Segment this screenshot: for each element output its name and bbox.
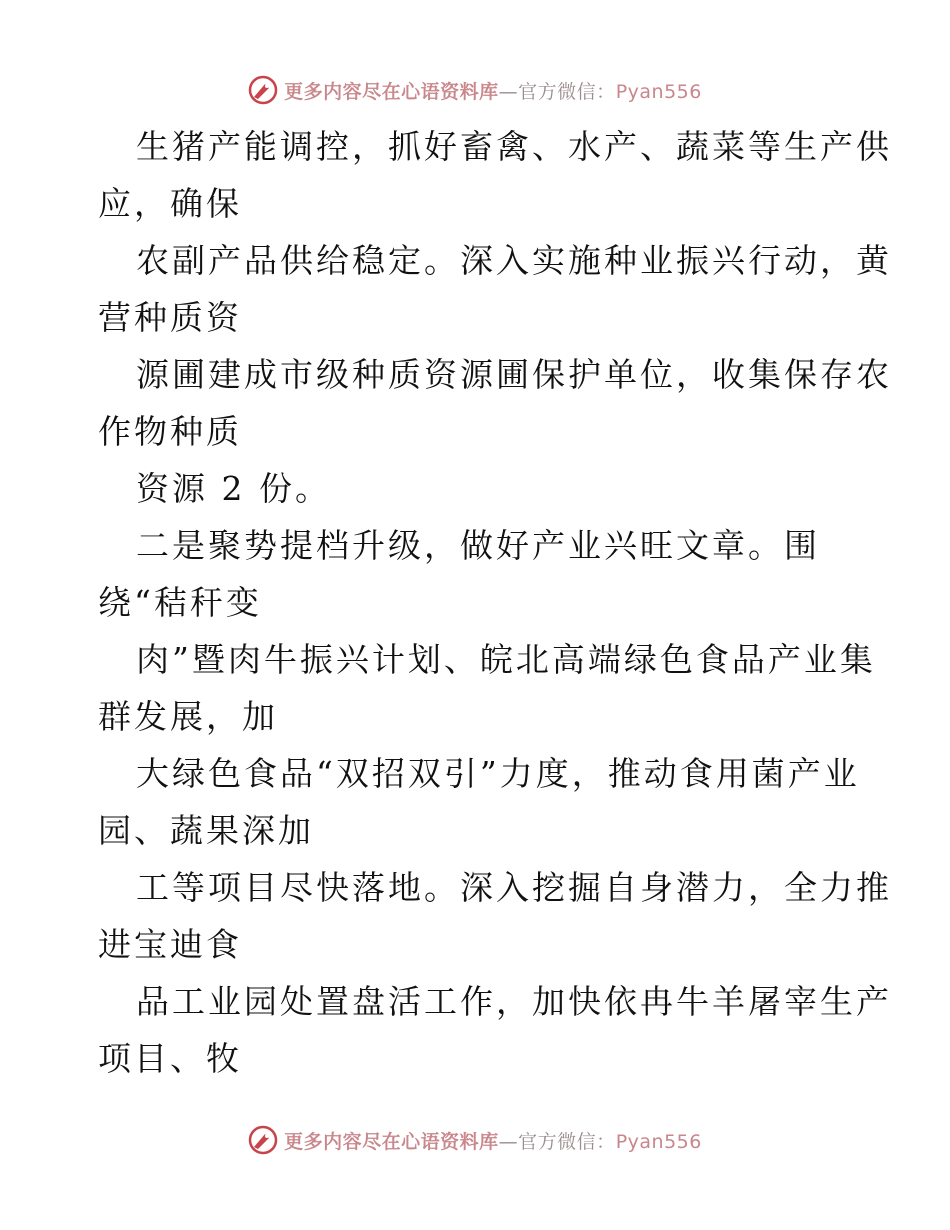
text-line: 项目、牧 xyxy=(98,1039,242,1078)
text-line: 进宝迪食 xyxy=(98,925,242,964)
document-body xyxy=(98,118,892,1087)
text-line: 营种质资 xyxy=(98,298,242,337)
text-line: 绕“秸秆变 xyxy=(98,583,262,622)
header-text xyxy=(284,77,702,104)
text-line: 大绿色食品“双招双引”力度，推动食用菌产业 xyxy=(136,754,860,793)
text-line: 品工业园处置盘活工作，加快依冉牛羊屠宰生产 xyxy=(136,982,892,1021)
footer-text-official: 官方微信： xyxy=(518,1130,616,1153)
text-line: 生猪产能调控，抓好畜禽、水产、蔬菜等生产供 xyxy=(136,127,892,166)
header-text-official: 官方微信： xyxy=(518,80,616,103)
pen-nib-logo-icon xyxy=(248,75,278,105)
footer-text-id: Pyan556 xyxy=(615,1130,702,1153)
text-line: 农副产品供给稳定。深入实施种业振兴行动，黄 xyxy=(136,241,892,280)
text-line: 资源 2 份。 xyxy=(136,469,331,508)
footer-text-dash: — xyxy=(498,1130,519,1153)
pen-nib-logo-icon xyxy=(248,1125,278,1155)
header-banner xyxy=(0,70,950,110)
header-text-id: Pyan556 xyxy=(615,80,702,103)
footer-text xyxy=(284,1127,702,1154)
text-line: 园、蔬果深加 xyxy=(98,811,314,850)
header-text-cn: 更多内容尽在心语资料库 xyxy=(284,80,499,103)
footer-text-cn: 更多内容尽在心语资料库 xyxy=(284,1130,499,1153)
text-line: 应，确保 xyxy=(98,184,242,223)
text-line: 作物种质 xyxy=(98,412,242,451)
text-line: 源圃建成市级种质资源圃保护单位，收集保存农 xyxy=(136,355,892,394)
text-line: 工等项目尽快落地。深入挖掘自身潜力，全力推 xyxy=(136,868,892,907)
text-line: 肉”暨肉牛振兴计划、皖北高端绿色食品产业集 xyxy=(136,640,876,679)
text-line: 群发展，加 xyxy=(98,697,278,736)
footer-banner xyxy=(0,1120,950,1160)
text-line: 二是聚势提档升级，做好产业兴旺文章。围 xyxy=(136,526,820,565)
header-text-dash: — xyxy=(498,80,519,103)
